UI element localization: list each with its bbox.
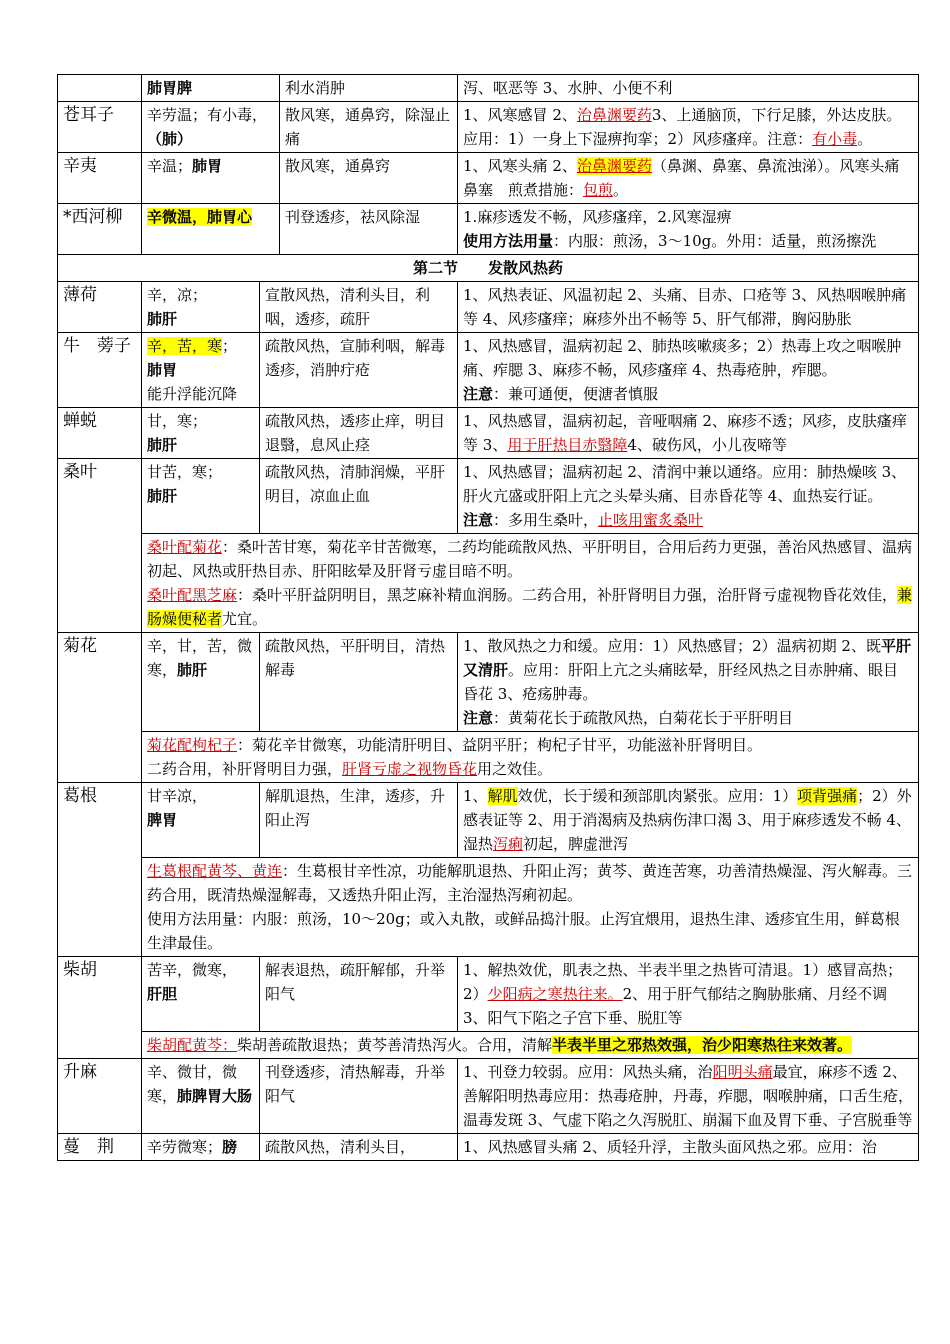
table-row — [58, 102, 919, 153]
herb-function: 解表退热，疏肝解郁，升举阳气 — [260, 957, 458, 1032]
herb-function: 刊登透疹，清热解毒，升举阳气 — [260, 1059, 458, 1134]
herb-pairing: 生葛根配黄芩、黄连：生葛根甘辛性凉，功能解肌退热、升阳止泻；黄芩、黄连苦寒，功善清热燥湿、泻火解毒。三药合用，既清热燥湿解毒，又透热升阳止泻，主治湿热泻痢初起。 使用方法用量：内服：煎汤，10～20g；或入丸散，或鲜品捣汁服。止泻宜煨用，退热生津、透疹宜生用，鲜葛根生津最佳。 — [142, 858, 919, 957]
table-row — [58, 858, 919, 957]
herb-function: 散风寒，通鼻窍 — [280, 153, 458, 204]
herb-indication: 1、风寒头痛 2、治鼻渊要药（鼻渊、鼻塞、鼻流浊涕）。风寒头痛鼻塞 煎煮措施：包煎。 — [458, 153, 919, 204]
herb-function: 刊登透疹，祛风除湿 — [280, 204, 458, 255]
herb-function: 疏散风热，清利头目， — [260, 1134, 458, 1161]
herb-function: 宣散风热，清利头目，利咽，透疹，疏肝 — [260, 282, 458, 333]
herb-property: 辛，甘，苦，微寒，肺肝 — [142, 633, 260, 732]
table-row — [58, 282, 919, 333]
table-row — [58, 153, 919, 204]
herb-indication: 1、风热感冒，温病初起 2、肺热咳嗽痰多；2）热毒上攻之咽喉肿痛、痄腮 3、麻疹不畅，风疹瘙痒 4、热毒疮肿，痄腮。 注意：兼可通便，便溏者慎服 — [458, 333, 919, 408]
herb-indication: 1.麻疹透发不畅，风疹瘙痒，2.风寒湿痹 使用方法用量：内服：煎汤，3～10g。外用：适量，煎汤擦洗 — [458, 204, 919, 255]
herb-indication: 1、风寒感冒 2、治鼻渊要药3、上通脑顶，下行足膝，外达皮肤。 应用：1）一身上下湿痹拘挛；2）风疹瘙痒。注意：有小毒。 — [458, 102, 919, 153]
herb-pairing: 柴胡配黄芩：柴胡善疏散退热；黄芩善清热泻火。合用，清解半表半里之邪热效强，治少阳寒热往来效著。 — [142, 1032, 919, 1059]
table-row — [58, 333, 919, 408]
table-row — [58, 633, 919, 732]
herb-indication: 1、风热感冒；温病初起 2、清润中兼以通络。应用：肺热燥咳 3、肝火亢盛或肝阳上亢之头晕头痛、目赤昏花等 4、血热妄行证。 注意：多用生桑叶，止咳用蜜炙桑叶 — [458, 459, 919, 534]
herb-pairing: 菊花配枸杞子：菊花辛甘微寒，功能清肝明目、益阴平肝；枸杞子甘平，功能滋补肝肾明目。 二药合用，补肝肾明目力强，肝肾亏虚之视物昏花用之效佳。 — [142, 732, 919, 783]
herb-name: 蝉蜕 — [58, 408, 142, 459]
herb-property: 辛，苦，寒； 肺胃 能升浮能沉降 — [142, 333, 260, 408]
herb-name: 蔓 荆 — [58, 1134, 142, 1161]
herb-indication: 泻、呕恶等 3、水肿、小便不利 — [458, 75, 919, 102]
table-row — [58, 783, 919, 858]
herb-property: 苦辛，微寒， 肝胆 — [142, 957, 260, 1032]
herb-function: 疏散风热，清肺润燥，平肝明目，凉血止血 — [260, 459, 458, 534]
herb-property: 甘苦，寒； 肺肝 — [142, 459, 260, 534]
herb-property: 甘，寒； 肺肝 — [142, 408, 260, 459]
herb-indication: 1、解肌效优，长于缓和颈部肌肉紧张。应用：1）项背强痛；2）外感表证等 2、用于消渴病及热病伤津口渴 3、用于麻疹透发不畅 4、湿热泻痢初起，脾虚泄泻 — [458, 783, 919, 858]
table-row — [58, 732, 919, 783]
herb-name: 辛夷 — [58, 153, 142, 204]
table-row — [58, 459, 919, 534]
section-title: 第二节 发散风热药 — [58, 255, 919, 282]
table-row — [58, 75, 919, 102]
herb-property: 辛微温，肺胃心 — [142, 204, 280, 255]
herb-name: 桑叶 — [58, 459, 142, 633]
herb-indication: 1、风热表证、风温初起 2、头痛、目赤、口疮等 3、风热咽喉肿痛等 4、风疹瘙痒；麻疹外出不畅等 5、肝气郁滞，胸闷胁胀 — [458, 282, 919, 333]
herb-name: *西河柳 — [58, 204, 142, 255]
herb-name: 薄荷 — [58, 282, 142, 333]
table-row — [58, 534, 919, 633]
herb-function: 散风寒，通鼻窍，除湿止痛 — [280, 102, 458, 153]
herb-name: 苍耳子 — [58, 102, 142, 153]
herb-table — [57, 74, 919, 1161]
herb-property: 辛、微甘，微寒，肺脾胃大肠 — [142, 1059, 260, 1134]
herb-property: 甘辛凉， 脾胃 — [142, 783, 260, 858]
section-header-row — [58, 255, 919, 282]
table-row — [58, 204, 919, 255]
herb-pairing: 桑叶配菊花：桑叶苦甘寒，菊花辛甘苦微寒，二药均能疏散风热、平肝明目，合用后药力更强，善治风热感冒、温病初起、风热或肝热目赤、肝阳眩晕及肝肾亏虚目暗不明。 桑叶配黑芝麻：桑叶平肝益阴明目，黑芝麻补精血润肠。二药合用，补肝肾明目力强，治肝肾亏虚视物昏花效佳，兼肠燥便秘者尤宜。 — [142, 534, 919, 633]
herb-indication: 1、解热效优，肌表之热、半表半里之热皆可清退。1）感冒高热；2）少阳病之寒热往来。2、用于肝气郁结之胸胁胀痛、月经不调 3、阳气下陷之子宫下垂、脱肛等 — [458, 957, 919, 1032]
herb-property: 辛劳温；有小毒，（肺） — [142, 102, 280, 153]
herb-name: 升麻 — [58, 1059, 142, 1134]
herb-indication: 1、风热感冒，温病初起，音哑咽痛 2、麻疹不透；风疹，皮肤瘙痒等 3、用于肝热目赤翳障4、破伤风，小儿夜啼等 — [458, 408, 919, 459]
herb-indication: 1、刊登力较弱。应用：风热头痛，治阳明头痛最宜，麻疹不透 2、善解阳明热毒应用：热毒疮肿，丹毒，痄腮，咽喉肿痛，口舌生疮，温毒发斑 3、气虚下陷之久泻脱肛、崩漏下血及胃下垂、子宫脱垂等 — [458, 1059, 919, 1134]
table-row — [58, 1059, 919, 1134]
herb-property: 辛劳微寒；膀 — [142, 1134, 260, 1161]
table-row — [58, 408, 919, 459]
herb-indication: 1、散风热之力和缓。应用：1）风热感冒；2）温病初期 2、既平肝又清肝。应用：肝阳上亢之头痛眩晕，肝经风热之目赤肿痛、眼目昏花 3、疮疡肿毒。 注意：黄菊花长于疏散风热，白菊花长于平肝明目 — [458, 633, 919, 732]
herb-name: 牛 蒡子 — [58, 333, 142, 408]
table-row — [58, 1032, 919, 1059]
table-row — [58, 957, 919, 1032]
herb-property: 辛温；肺胃 — [142, 153, 280, 204]
herb-name: 菊花 — [58, 633, 142, 783]
herb-function: 疏散风热，宣肺利咽，解毒透疹，消肿疔疮 — [260, 333, 458, 408]
herb-indication: 1、风热感冒头痛 2、质轻升浮，主散头面风热之邪。应用：治 — [458, 1134, 919, 1161]
herb-function: 疏散风热，平肝明目，清热解毒 — [260, 633, 458, 732]
herb-function: 疏散风热，透疹止痒，明目退翳，息风止痉 — [260, 408, 458, 459]
herb-name: 葛根 — [58, 783, 142, 957]
herb-name: 柴胡 — [58, 957, 142, 1059]
herb-function: 解肌退热，生津，透疹，升阳止泻 — [260, 783, 458, 858]
herb-property: 辛，凉； 肺肝 — [142, 282, 260, 333]
herb-function: 利水消肿 — [280, 75, 458, 102]
herb-property: 肺胃脾 — [142, 75, 280, 102]
table-row — [58, 1134, 919, 1161]
